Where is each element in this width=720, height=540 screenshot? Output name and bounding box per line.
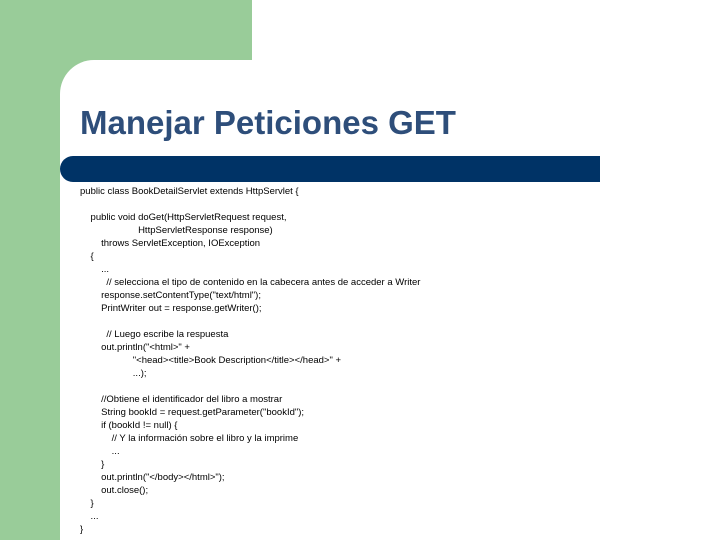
code-line: ...: [80, 264, 110, 275]
code-line: out.println("</body></html>");: [80, 472, 225, 483]
code-line: {: [80, 251, 94, 262]
code-line: response.setContentType("text/html");: [80, 290, 261, 301]
code-line: public void doGet(HttpServletRequest request,: [80, 212, 287, 223]
code-line: if (bookId != null) {: [80, 420, 178, 431]
code-line: PrintWriter out = response.getWriter();: [80, 303, 262, 314]
code-line: public class BookDetailServlet extends HttpServlet {: [80, 186, 299, 197]
code-line: }: [80, 498, 94, 509]
code-line: //Obtiene el identificador del libro a mostrar: [80, 394, 283, 405]
title-underline-bar: [60, 156, 600, 182]
code-line: throws ServletException, IOException: [80, 238, 261, 249]
code-line: out.close();: [80, 485, 149, 496]
code-line: // Y la información sobre el libro y la imprime: [80, 433, 299, 444]
code-line: [80, 380, 680, 393]
code-line: [80, 198, 680, 211]
code-line: // Luego escribe la respuesta: [80, 329, 229, 340]
code-line: ...: [80, 446, 120, 457]
slide-title: Manejar Peticiones GET: [80, 104, 456, 141]
code-block: [80, 185, 680, 536]
code-line: }: [80, 524, 84, 535]
code-line: ...: [80, 511, 99, 522]
code-line: // selecciona el tipo de contenido en la cabecera antes de acceder a Writer: [80, 277, 421, 288]
code-line: }: [80, 459, 105, 470]
code-line: out.println("<html>" +: [80, 342, 190, 353]
code-line: HttpServletResponse response): [80, 225, 273, 236]
code-line: ...);: [80, 368, 147, 379]
code-line: [80, 315, 680, 328]
code-line: String bookId = request.getParameter("bookId");: [80, 407, 305, 418]
code-line: "<head><title>Book Description</title></head>" +: [80, 355, 342, 366]
